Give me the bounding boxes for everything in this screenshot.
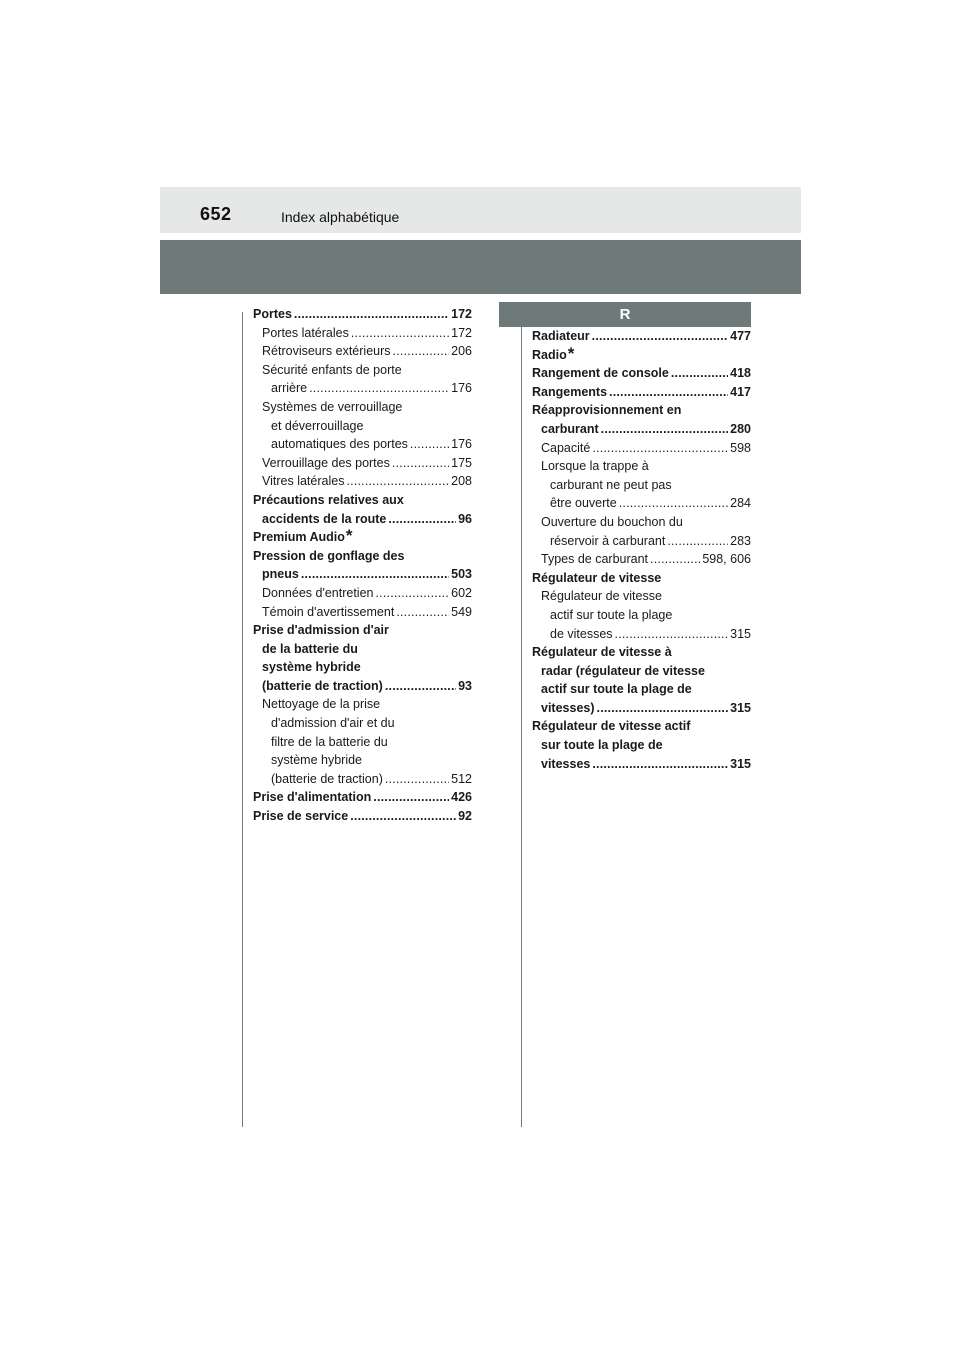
index-entry-term: Radio (532, 347, 567, 362)
index-entry-page: 315 (730, 700, 751, 715)
index-entry-term: automatiques des portes (271, 437, 408, 452)
index-column-left (253, 305, 472, 826)
index-entry (253, 454, 472, 473)
index-entry-term: de la batterie du (262, 641, 358, 656)
index-entry-term: Premium Audio (253, 530, 345, 545)
index-entry (532, 513, 751, 532)
page-title: Index alphabétique (281, 209, 400, 225)
index-entry-term: Portes (253, 307, 292, 321)
dot-leader (385, 677, 456, 696)
index-entry (253, 305, 472, 324)
index-entry-term: (batterie de traction) (262, 678, 383, 693)
index-entry-term: système hybride (271, 753, 363, 768)
index-entry-page: 206 (451, 344, 472, 359)
dot-leader (385, 770, 449, 789)
index-entry (253, 435, 472, 454)
index-entry-term: Lorsque la trappe à (541, 459, 649, 474)
index-entry (253, 547, 472, 566)
index-entry (532, 532, 751, 551)
index-entry (253, 714, 472, 733)
index-entry-term: arrière (271, 381, 308, 396)
index-entry-term: Radiateur (532, 329, 590, 343)
index-entry: Radio * (532, 345, 575, 363)
index-entry (532, 625, 751, 644)
dot-leader (592, 327, 728, 346)
index-entry-page: 283 (730, 533, 751, 548)
index-entry (253, 417, 472, 436)
index-entry-page: 284 (730, 496, 751, 511)
index-entry-page: 602 (451, 585, 472, 600)
index-entry: Premium Audio * (253, 528, 353, 546)
index-entry-term: radar (régulateur de vitesse (541, 663, 705, 678)
index-entry-page: 512 (451, 771, 472, 786)
dot-leader (609, 383, 728, 402)
index-entry (253, 510, 472, 529)
index-entry (253, 640, 472, 659)
index-entry-page: 96 (458, 511, 472, 526)
index-entry (253, 621, 472, 640)
index-entry-page: 417 (730, 384, 751, 399)
index-entry-page: 598, 606 (702, 552, 751, 567)
index-entry (532, 420, 751, 439)
index-entry-term: Réapprovisionnement en (532, 403, 682, 418)
index-entry-page: 598 (730, 440, 751, 455)
index-entry (253, 491, 472, 510)
index-entry-term: accidents de la route (262, 511, 387, 526)
index-entry-term: Sécurité enfants de porte (262, 362, 402, 377)
dot-leader (373, 788, 449, 807)
index-entry-page: 315 (730, 756, 751, 771)
dot-leader (350, 807, 456, 826)
index-entry-page: 175 (451, 455, 472, 470)
index-entry (253, 398, 472, 417)
dot-leader (294, 305, 449, 324)
index-entry (532, 550, 751, 569)
dot-leader (597, 699, 729, 718)
index-entry-term: carburant ne peut pas (550, 477, 672, 492)
index-entry-term: Régulateur de vitesse (532, 570, 662, 585)
index-entry-term: pneus (262, 567, 299, 582)
index-column-right (532, 327, 751, 773)
left-column-rule (242, 312, 243, 1127)
index-entry (532, 699, 751, 718)
index-entry-page: 503 (451, 567, 472, 582)
index-entry (253, 584, 472, 603)
index-entry (532, 643, 751, 662)
dot-leader (393, 342, 450, 361)
index-entry (253, 658, 472, 677)
index-entry (532, 755, 751, 774)
section-band (160, 240, 801, 294)
index-entry-term: Capacité (541, 440, 591, 455)
dot-leader (301, 565, 449, 584)
dot-leader (309, 379, 449, 398)
index-entry (532, 457, 751, 476)
dot-leader (619, 494, 728, 513)
index-entry (253, 770, 472, 789)
index-entry-term: Prise d'alimentation (253, 790, 372, 805)
dot-leader (667, 532, 728, 551)
index-entry-term: d'admission d'air et du (271, 716, 395, 731)
index-entry-term: vitesses (541, 756, 591, 771)
index-entry-term: Prise de service (253, 809, 349, 824)
index-entry (532, 364, 751, 383)
index-entry (253, 807, 472, 826)
index-entry (253, 677, 472, 696)
index-entry-term: Précautions relatives aux (253, 492, 404, 507)
index-entry-page: 315 (730, 626, 751, 641)
index-entry-page: 418 (730, 366, 751, 381)
index-entry-term: Rangement de console (532, 366, 669, 381)
index-entry (253, 695, 472, 714)
index-entry-page: 93 (458, 678, 472, 693)
index-entry (532, 569, 751, 588)
index-entry-term: Nettoyage de la prise (262, 697, 381, 712)
index-entry-term: Données d'entretien (262, 585, 374, 600)
index-entry-page: 92 (458, 809, 472, 824)
index-entry (253, 565, 472, 584)
index-entry-term: être ouverte (550, 496, 617, 511)
middle-column-rule (521, 312, 522, 1127)
dot-leader (601, 420, 728, 439)
dot-leader (388, 510, 456, 529)
index-entry (253, 361, 472, 380)
index-entry-term: Rangements (532, 384, 608, 399)
index-entry-term: filtre de la batterie du (271, 734, 388, 749)
page-number: 652 (200, 204, 232, 224)
index-entry-term: réservoir à carburant (550, 533, 666, 548)
index-entry-term: de vitesses (550, 626, 613, 641)
index-entry-page: 176 (451, 437, 472, 452)
dot-leader (592, 755, 728, 774)
index-entry (532, 736, 751, 755)
index-entry-term: Portes latérales (262, 325, 349, 340)
index-entry-page: 426 (451, 790, 472, 805)
index-entry-page: 280 (730, 421, 751, 436)
section-letter-tab: R (499, 302, 751, 327)
index-entry-term: Régulateur de vitesse à (532, 645, 672, 660)
index-entry-term: Verrouillage des portes (262, 455, 390, 470)
dot-leader (396, 603, 449, 622)
index-entry (253, 733, 472, 752)
index-entry-term: Types de carburant (541, 552, 649, 567)
index-entry-term: Pression de gonflage des (253, 548, 405, 563)
index-entry-term: système hybride (262, 660, 361, 675)
index-entry (253, 788, 472, 807)
index-entry (253, 324, 472, 343)
index-entry-term: actif sur toute la plage de (541, 682, 692, 697)
index-entry-term: (batterie de traction) (271, 771, 383, 786)
index-entry-term: Vitres latérales (262, 474, 345, 489)
dot-leader (351, 324, 449, 343)
dot-leader (592, 439, 728, 458)
index-entry-term: carburant (541, 421, 599, 436)
index-entry (253, 472, 472, 491)
index-entry (532, 383, 751, 402)
index-entry (532, 587, 751, 606)
index-entry (253, 751, 472, 770)
index-entry-page: 172 (451, 325, 472, 340)
header-bar (160, 187, 801, 233)
index-entry (532, 606, 751, 625)
index-entry-term: sur toute la plage de (541, 738, 663, 753)
dot-leader (392, 454, 449, 473)
index-entry-page: 172 (451, 307, 472, 321)
index-entry (532, 680, 751, 699)
index-entry (532, 662, 751, 681)
index-entry-page: 176 (451, 381, 472, 396)
index-entry-term: Régulateur de vitesse (541, 589, 662, 604)
index-entry-term: Prise d'admission d'air (253, 623, 389, 638)
dot-leader (410, 435, 449, 454)
dot-leader (671, 364, 728, 383)
index-entry-page: 549 (451, 604, 472, 619)
dot-leader (346, 472, 449, 491)
dot-leader (376, 584, 450, 603)
index-entry-term: Témoin d'avertissement (262, 604, 395, 619)
index-entry-term: Rétroviseurs extérieurs (262, 344, 391, 359)
index-entry (532, 439, 751, 458)
index-entry (253, 379, 472, 398)
index-entry (532, 476, 751, 495)
index-entry (253, 342, 472, 361)
dot-leader (615, 625, 729, 644)
index-entry (532, 494, 751, 513)
index-entry-term: actif sur toute la plage (550, 607, 673, 622)
index-entry-page: 208 (451, 474, 472, 489)
index-entry-term: Systèmes de verrouillage (262, 399, 403, 414)
dot-leader (650, 550, 700, 569)
index-entry-term: et déverrouillage (271, 418, 364, 433)
index-entry (532, 327, 751, 346)
index-entry (532, 717, 751, 736)
index-entry-page: 477 (730, 329, 751, 343)
index-entry-term: Ouverture du bouchon du (541, 514, 683, 529)
index-entry-term: vitesses) (541, 700, 595, 715)
index-entry (253, 603, 472, 622)
index-entry (532, 401, 751, 420)
index-entry-term: Régulateur de vitesse actif (532, 719, 691, 734)
